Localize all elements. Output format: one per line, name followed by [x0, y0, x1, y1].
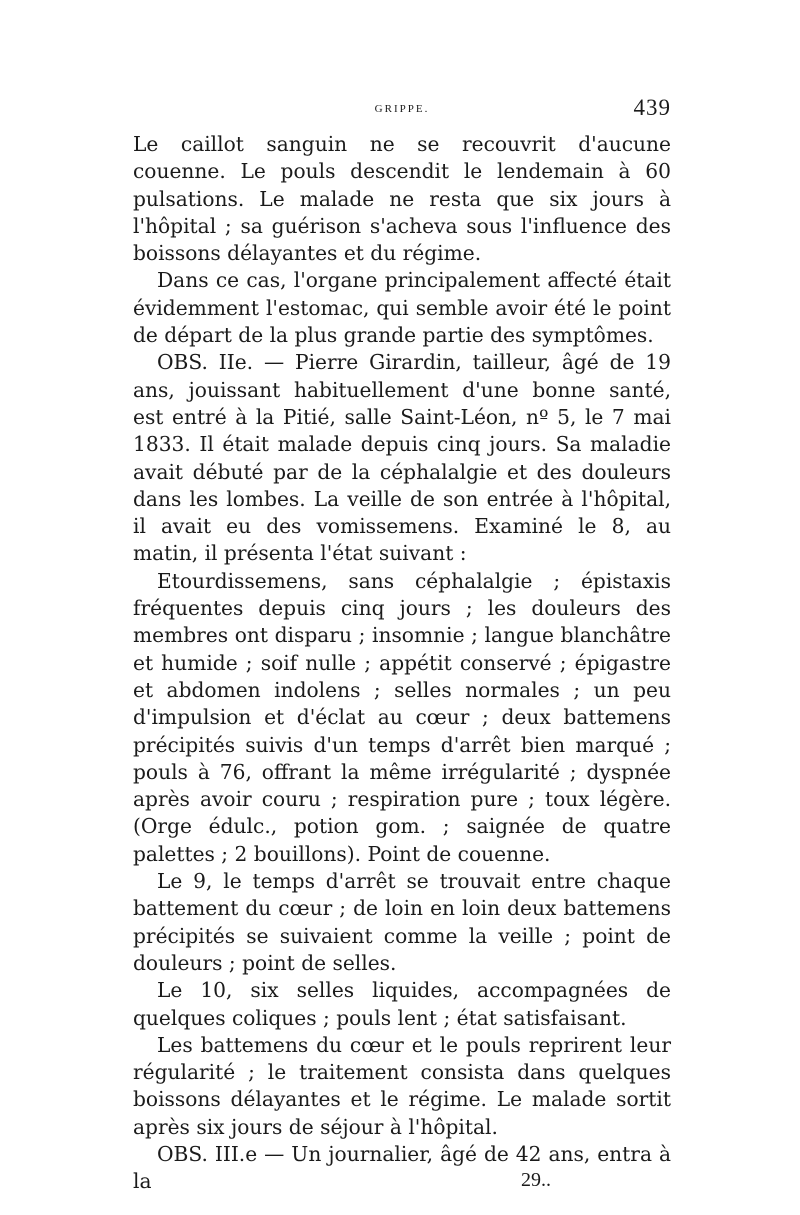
- paragraph-1: Le caillot sanguin ne se recouvrit d'aucune couenne. Le pouls descendit le lendemain à 60 pulsations. Le malade ne resta que six jours à l'hôpital ; sa guérison s'acheva sous l'influence des boissons délayantes et du régime.: [133, 132, 671, 266]
- paragraph-2: Dans ce cas, l'organe principalement affecté était évidemment l'estomac, qui semble avoir été le point de départ de la plus grande partie des symptômes.: [133, 268, 671, 348]
- paragraph-obs-3: OBS. III.e — Un journalier, âgé de 42 ans, entra à la: [133, 1141, 671, 1194]
- paragraph-7: Les battemens du cœur et le pouls reprirent leur régularité ; le traitement consista dans quelques boissons délayantes et le régime. Le malade sortit après six jours de séjour à l'hôpital.: [133, 1032, 671, 1139]
- signature-mark: 29..: [521, 1169, 551, 1191]
- paragraph-obs-2: OBS. IIe. — Pierre Girardin, tailleur, âgé de 19 ans, jouissant habituellement d'une bonne santé, est entré à la Pitié, salle Saint-Léon, nº 5, le 7 mai 1833. Il était malade depuis cinq jours. Sa maladie avait débuté par de la céphalalgie et des douleurs dans les lombes. La veille de son entrée à l'hôpital, il avait eu des vomissemens. Examiné le 8, au matin, il présenta l'état suivant :: [133, 350, 671, 566]
- page-number: 439: [633, 95, 671, 120]
- paragraph-5: Le 9, le temps d'arrêt se trouvait entre chaque battement du cœur ; de loin en loin deux battemens précipités se suivaient comme la veille ; point de douleurs ; point de selles.: [133, 869, 671, 975]
- body-text: [133, 131, 671, 1196]
- running-head: GRIPPE.: [374, 103, 430, 115]
- paragraph-4: Etourdissemens, sans céphalalgie ; épistaxis fréquentes depuis cinq jours ; les douleurs des membres ont disparu ; insomnie ; langue blanchâtre et humide ; soif nulle ; appétit conservé ; épigastre et abdomen indolens ; selles normales ; un peu d'impulsion et d'éclat au cœur ; deux battemens précipités suivis d'un temps d'arrêt bien marqué ; pouls à 76, offrant la même irrégularité ; dyspnée après avoir couru ; respiration pure ; toux légère. (Orge édulc., potion gom. ; saignée de quatre palettes ; 2 bouillons). Point de couenne.: [133, 568, 671, 866]
- paragraph-6: Le 10, six selles liquides, accompagnées de quelques coliques ; pouls lent ; état satisfaisant.: [133, 978, 671, 1030]
- page-header: [133, 95, 671, 131]
- book-page: [133, 95, 671, 1205]
